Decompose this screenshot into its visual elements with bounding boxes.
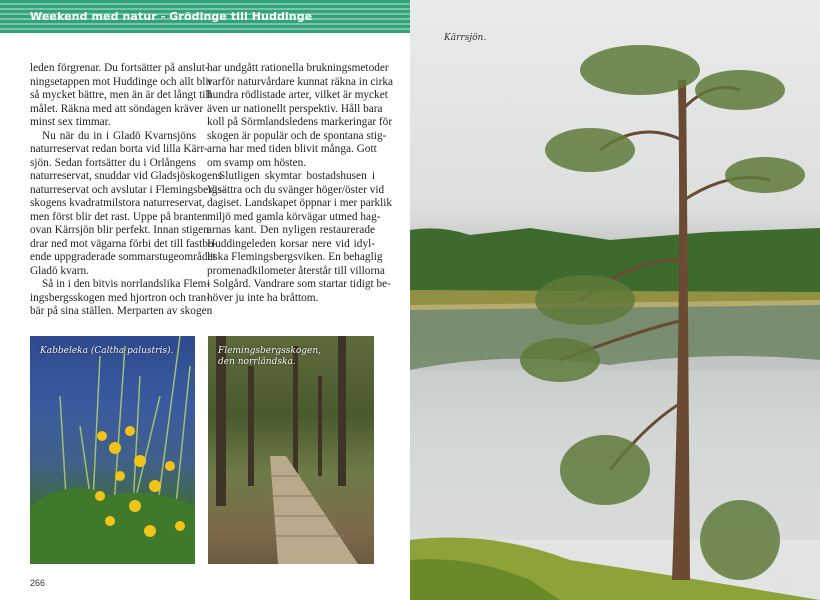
text-line: naturreservat, snuddar vid Gladsjöskogens xyxy=(30,170,223,182)
text-line: dagiset. Landskapet öppnar i mer parklik xyxy=(207,197,393,209)
text-line: Visättra och du svänger höger/öster vid xyxy=(207,183,385,196)
text-column-1 xyxy=(30,62,226,319)
text-line: Slutligen skymtar bostadshusen i xyxy=(219,170,375,182)
page-number-left: 266 xyxy=(30,578,46,588)
photo-caption xyxy=(218,346,321,368)
text-line: varför naturvårdare kunnat räkna in cirka xyxy=(207,75,393,88)
text-column-2 xyxy=(207,62,393,305)
text-line: naturreservat redan borta vid lilla Kärr- xyxy=(30,143,208,155)
text-line: liska Flemingsbergsviken. En behaglig xyxy=(207,251,383,263)
text-line: målet. Räkna med att söndagen kräver xyxy=(30,102,204,115)
text-line: så mycket bättre, men än är det långt till xyxy=(30,89,212,101)
text-line: hundra rödlistade arter, vilket är mycket xyxy=(207,89,388,101)
lake-pine-illustration xyxy=(410,0,820,600)
text-line: Så in i den bitvis norrlandslika Flem- xyxy=(42,278,211,290)
text-line: Huddingeleden korsar nere vid idyl- xyxy=(207,237,375,250)
text-line: arnas kant. Den nyligen restaurerade xyxy=(207,224,375,236)
text-line: minst sex timmar. xyxy=(30,116,111,128)
text-line: drar ned mot vägarna förbi det till fastbo- xyxy=(30,237,218,250)
text-line: Nu när du in i Gladö Kvarnsjöns xyxy=(42,129,196,142)
header-title: Weekend med natur - Grödinge till Huddinge xyxy=(30,10,313,23)
photo-forest-path xyxy=(208,336,374,564)
page-number-right: 267 xyxy=(776,578,792,588)
forest-path-illustration xyxy=(208,336,374,564)
text-line: skogen är populär och de spontana stig- xyxy=(207,129,387,142)
text-line: har undgått rationella brukningsmetoder xyxy=(207,62,389,74)
text-line: leden förgrenar. Du fortsätter på anslut- xyxy=(30,62,209,74)
text-line: naturreservat och avslutar i Flemingsbergs- xyxy=(30,183,226,196)
text-line: även ur nationellt perspektiv. Håll bara xyxy=(207,102,383,115)
text-line: i Solgård. Vandrare som startar tidigt be- xyxy=(207,278,391,290)
text-line: ende uppgraderade sommarstugeområdet xyxy=(30,251,216,263)
text-line: promenadkilometer återstår till villorna xyxy=(207,264,385,277)
photo-caption: Kabbeleka (Caltha palustris). xyxy=(40,346,174,356)
caption-line: Flemingsbergsskogen, xyxy=(218,346,322,356)
text-line: höver ju inte ha bråttom. xyxy=(207,291,319,304)
text-line: arna har med tiden blivit många. Gott xyxy=(207,143,377,155)
photo-marsh-marigold xyxy=(30,336,195,564)
text-line: skogens kvadratmilstora naturreservat, xyxy=(30,197,205,209)
text-line: om svamp om hösten. xyxy=(207,156,307,169)
text-line: ningsetappen mot Huddinge och allt blir xyxy=(30,75,213,88)
text-line: bär på sina ställen. Merparten av skogen xyxy=(30,305,213,317)
text-line: ingsbergsskogen med hjortron och tran- xyxy=(30,291,210,304)
running-header xyxy=(0,0,410,33)
caption-line: den norrländska. xyxy=(218,357,296,367)
photo-caption: Kärrsjön. xyxy=(444,33,487,43)
text-line: Gladö kvarn. xyxy=(30,264,89,277)
photo-lake-pine xyxy=(410,0,820,600)
text-line: sjön. Sedan fortsätter du i Orlångens xyxy=(30,156,196,169)
text-line: ovan Kärrsjön blir perfekt. Innan stigen xyxy=(30,224,209,236)
text-line: miljö med gamla körvägar utmed hag- xyxy=(207,210,381,223)
marsh-marigold-illustration xyxy=(30,336,195,564)
text-line: koll på Sörmlandsledens markeringar för xyxy=(207,116,393,128)
text-line: men först blir det rast. Uppe på branten xyxy=(30,210,208,223)
